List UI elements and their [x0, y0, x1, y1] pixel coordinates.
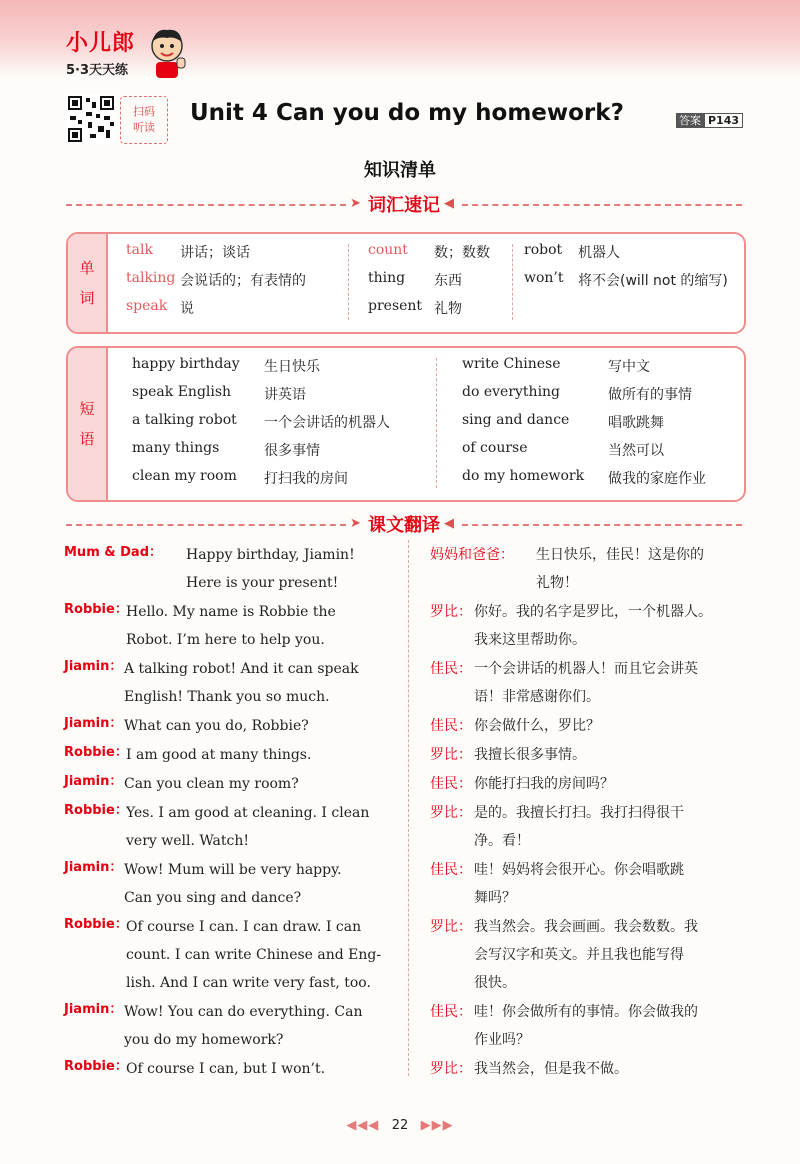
phrase-en: sing and dance [462, 412, 570, 428]
words-label-2: 词 [79, 289, 95, 307]
dialogue-line-en: very well. Watch! [126, 833, 249, 849]
speaker-en: Mum & Dad： [64, 545, 162, 560]
brand-subtitle: 5·3天天练 [66, 63, 129, 78]
phrase-cn: 一个会讲话的机器人 [264, 415, 390, 431]
phrase-en: do everything [462, 384, 561, 400]
word-en: talk [126, 242, 153, 258]
speaker-en: Jiamin： [64, 716, 123, 731]
word-cn: 会说话的；有表情的 [180, 273, 306, 289]
speaker-en: Robbie： [64, 803, 128, 818]
brand-logo [66, 26, 135, 78]
phrase-en: do my homework [462, 468, 585, 484]
dialogue-line-cn: 很快。 [474, 975, 516, 991]
dialogue-line-en: Wow! Mum will be very happy. [124, 862, 342, 878]
dialogue-line-cn: 一个会讲话的机器人！而且它会讲英 [474, 661, 698, 677]
dialogue-line-en: Hello. My name is Robbie the [126, 604, 336, 620]
speaker-en: Robbie： [64, 917, 128, 932]
phrase-en: a talking robot [132, 412, 237, 428]
word-cn: 说 [180, 301, 194, 317]
dialogue-line-en: Here is your present! [186, 575, 339, 591]
word-en: robot [524, 242, 563, 258]
word-cn: 机器人 [578, 245, 620, 261]
phrases-side-label [68, 348, 108, 500]
dialogue-line-cn: 是的。我擅长打扫。我打扫得很干 [474, 805, 684, 821]
mascot-icon [144, 26, 190, 80]
speaker-cn: 佳民： [430, 1004, 472, 1020]
dialogue-line-cn: 我当然会。我会画画。我会数数。我 [474, 919, 698, 935]
dialogue-line-cn: 舞吗？ [474, 890, 516, 906]
phrase-en: clean my room [132, 468, 237, 484]
phrases-label-2: 语 [79, 430, 95, 448]
speaker-cn: 罗比： [430, 919, 472, 935]
word-cn: 东西 [434, 273, 462, 289]
page-number: 22 [391, 1118, 409, 1133]
dialogue-line-cn: 礼物！ [536, 575, 578, 591]
dialogue-line-cn: 我擅长很多事情。 [474, 747, 586, 763]
dialogue-line-cn: 会写汉字和英文。并且我也能写得 [474, 947, 684, 963]
dialogue-line-en: Of course I can. I can draw. I can [126, 919, 362, 935]
translation-heading: ➤ ◀ 课文翻译 [66, 512, 742, 538]
dialogue-line-en: count. I can write Chinese and Eng- [126, 947, 382, 963]
speaker-cn: 罗比： [430, 805, 472, 821]
dialogue-line-cn: 作业吗？ [474, 1032, 530, 1048]
words-label-1: 单 [79, 259, 95, 277]
word-en: talking [126, 270, 176, 286]
speaker-cn: 罗比： [430, 604, 472, 620]
phrase-cn: 当然可以 [608, 443, 664, 459]
word-en: count [368, 242, 408, 258]
answer-label: 答案 [676, 113, 704, 128]
vocab-heading-text: 词汇速记 [368, 195, 440, 216]
word-en: thing [368, 270, 406, 286]
speaker-cn: 佳民： [430, 718, 472, 734]
dialogue-line-cn: 你好。我的名字是罗比，一个机器人。 [474, 604, 712, 620]
speaker-en: Robbie： [64, 602, 128, 617]
word-cn: 数；数数 [434, 245, 490, 261]
unit-title: Unit 4 Can you do my homework? [190, 100, 624, 126]
phrase-cn: 打扫我的房间 [264, 471, 348, 487]
word-en: speak [126, 298, 168, 314]
dialogue-line-cn: 语！非常感谢你们。 [474, 689, 600, 705]
words-box [66, 232, 746, 334]
dialogue-line-en: Happy birthday, Jiamin! [186, 547, 355, 563]
dialogue-line-cn: 你会做什么，罗比？ [474, 718, 600, 734]
phrase-cn: 做我的家庭作业 [608, 471, 706, 487]
phrase-cn: 做所有的事情 [608, 387, 692, 403]
speaker-cn: 罗比： [430, 747, 472, 763]
answer-page-ref [676, 112, 743, 128]
scan-label-2: 听读 [133, 121, 155, 134]
speaker-cn: 妈妈和爸爸： [430, 547, 514, 563]
scan-listen-button[interactable] [120, 96, 168, 144]
phrases-box [66, 346, 746, 502]
dialogue-line-cn: 净。看！ [474, 833, 530, 849]
words-side-label [68, 234, 108, 332]
phrase-cn: 唱歌跳舞 [608, 415, 664, 431]
dialogue-line-en: lish. And I can write very fast, too. [126, 975, 371, 991]
dialogue-line-en: you do my homework? [124, 1032, 284, 1048]
phrase-en: write Chinese [462, 356, 561, 372]
vocab-heading: ➤ ◀ 词汇速记 [66, 192, 742, 218]
phrase-en: of course [462, 440, 528, 456]
phrase-en: speak English [132, 384, 232, 400]
phrase-cn: 写中文 [608, 359, 650, 375]
dialogue-line-cn: 哇！你会做所有的事情。你会做我的 [474, 1004, 698, 1020]
dialogue-line-en: Yes. I am good at cleaning. I clean [126, 805, 370, 821]
dialogue-line-en: Robot. I’m here to help you. [126, 632, 325, 648]
column-divider [408, 540, 409, 1076]
word-cn: 讲话；谈话 [180, 245, 250, 261]
dialogue-line-en: I am good at many things. [126, 747, 312, 763]
dialogue-line-cn: 我来这里帮助你。 [474, 632, 586, 648]
phrase-cn: 生日快乐 [264, 359, 320, 375]
speaker-en: Jiamin： [64, 659, 123, 674]
word-cn: 礼物 [434, 301, 462, 317]
phrase-cn: 讲英语 [264, 387, 306, 403]
phrase-en: many things [132, 440, 220, 456]
section-title: 知识清单 [364, 160, 436, 181]
speaker-cn: 佳民： [430, 776, 472, 792]
speaker-cn: 佳民： [430, 661, 472, 677]
dialogue-line-en: Of course I can, but I won’t. [126, 1061, 326, 1077]
dialogue-line-en: Can you clean my room? [124, 776, 299, 792]
dialogue-line-cn: 哇！妈妈将会很开心。你会唱歌跳 [474, 862, 684, 878]
speaker-cn: 罗比： [430, 1061, 472, 1077]
speaker-en: Robbie： [64, 1059, 128, 1074]
qr-code-icon[interactable] [66, 94, 116, 144]
word-en: present [368, 298, 423, 314]
phrases-label-1: 短 [79, 400, 95, 418]
speaker-en: Jiamin： [64, 774, 123, 789]
dialogue-line-en: English! Thank you so much. [124, 689, 330, 705]
phrase-cn: 很多事情 [264, 443, 320, 459]
brand-name: 小儿郎 [66, 31, 136, 56]
page-footer: ◀◀◀ 22 ▶▶▶ [346, 1118, 454, 1133]
word-en: won’t [524, 270, 564, 286]
phrase-en: happy birthday [132, 356, 240, 372]
speaker-en: Robbie： [64, 745, 128, 760]
speaker-cn: 佳民： [430, 862, 472, 878]
dialogue-line-en: Can you sing and dance? [124, 890, 302, 906]
dialogue-line-cn: 我当然会，但是我不做。 [474, 1061, 628, 1077]
speaker-en: Jiamin： [64, 1002, 123, 1017]
answer-page: P143 [704, 113, 743, 128]
dialogue-line-en: Wow! You can do everything. Can [124, 1004, 363, 1020]
dialogue-line-en: A talking robot! And it can speak [124, 661, 359, 677]
translation-heading-text: 课文翻译 [368, 515, 440, 536]
dialogue-line-cn: 你能打扫我的房间吗？ [474, 776, 614, 792]
speaker-en: Jiamin： [64, 860, 123, 875]
dialogue-line-cn: 生日快乐，佳民！这是你的 [536, 547, 704, 563]
dialogue-line-en: What can you do, Robbie? [124, 718, 309, 734]
scan-label-1: 扫码 [133, 105, 155, 118]
word-cn: 将不会(will not 的缩写) [578, 273, 728, 289]
